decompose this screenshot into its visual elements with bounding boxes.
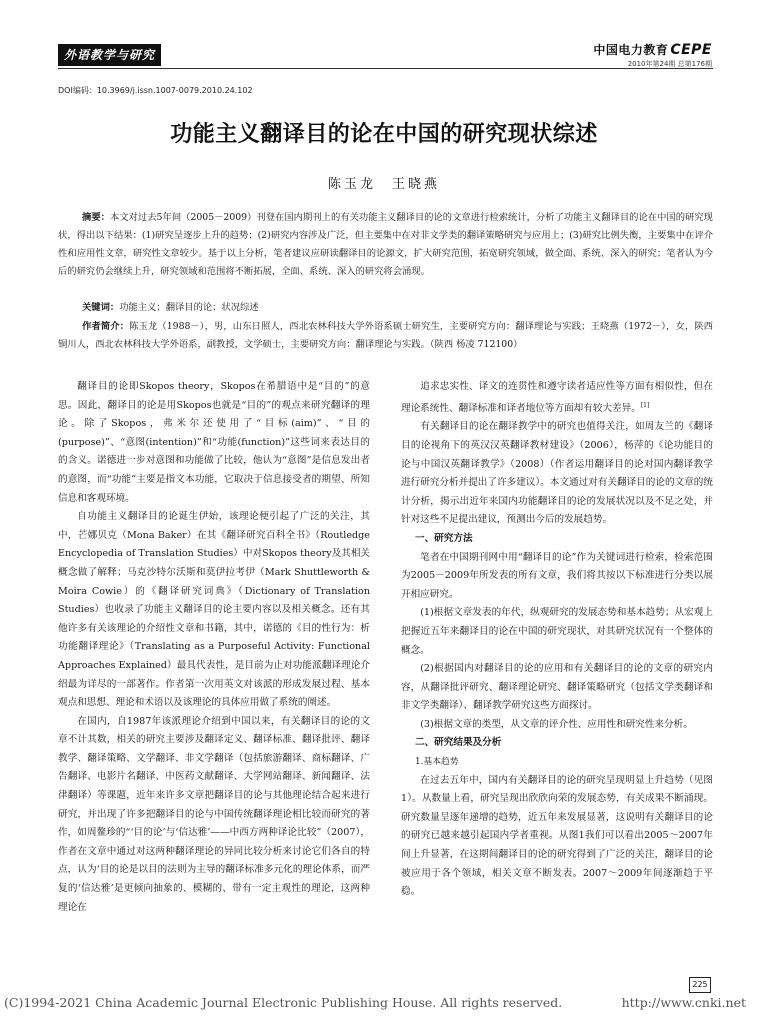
column-name-banner: 外语教学与研究 (58, 44, 161, 66)
author-bio-label: 作者简介： (82, 321, 130, 332)
page-number: 225 (689, 977, 711, 993)
body-paragraph: 在过去五年中，国内有关翻译目的论的研究呈现明显上升趋势（见图1）。从数量上看，研究呈现出欣欣向荣的发展态势，有关成果不断涌现。研究数量呈逐年递增的趋势，近五年来发展显著，这说明有关翻译目的论的研究已越来越引起国内学者重视。从图1我们可以看出2005～2007年间上升显著，在这期间翻译目的论的研究得到了广泛的关注，翻译目的论被应用于各个领域，相关文章不断发表。2007～2009年间逐渐趋于平稳。 (401, 774, 713, 898)
section-heading-methods: 一、研究方法 (415, 532, 473, 544)
journal-header (593, 41, 712, 69)
body-paragraph: 有关翻译目的论在翻译教学中的研究也值得关注，如周友兰的《翻译目的论视角下的英汉汉英翻译教材建设》（2006），杨萍的《论功能目的论与中国汉英翻译教学》（2008）（作者运用翻译目的论对国内翻译教学进行研究分析并提出了许多建议）。本文通过对有关翻译目的论的文章的统计分析，揭示出近年来国内功能翻译目的论的发展状况以及不足之处，并针对这些不足提出建议，预测出今后的发展趋势。 (401, 421, 713, 526)
body-left-column (58, 378, 370, 917)
citation-ref: [1] (640, 401, 650, 409)
body-paragraph: (2)根据国内对翻译目的论的应用和有关翻译目的论的文章的研究内容，从翻译批评研究、翻译理论研究、翻译策略研究（包括文学类翻译和非文学类翻译）、翻译教学研究这些方面探讨。 (401, 663, 713, 712)
journal-code: CEPE (670, 42, 712, 58)
abstract (58, 209, 713, 281)
body-right-column (401, 378, 713, 902)
journal-name (593, 41, 712, 58)
body-paragraph-text: 追求忠实性、译文的连贯性和遵守读者适应性等方面有相似性，但在理论系统性、翻译标准和译者地位等方面却有较大差异。 (401, 381, 713, 414)
section-heading-results: 二、研究结果及分析 (415, 737, 502, 749)
abstract-text: 本文对过去5年间（2005－2009）刊登在国内期刊上的有关功能主义翻译目的论的文章进行检索统计，分析了功能主义翻译目的论在中国的研究现状，得出以下结果：(1)研究呈逐步上升的趋势；(2)研究内容涉及广泛，但主要集中在对非文学类的翻译策略研究与应用上；(3)研究比例失衡，主要集中在评介性和应用性文章，研究性文章较少。基于以上分析，笔者建议应研读翻译目的论源文，扩大研究范围，拓宽研究领域，做全面、系统、深入的研究；笔者认为今后的研究仍会继续上升，研究领域和范围将不断拓展，全面、系统、深入的研究将会涌现。 (58, 212, 713, 277)
subsection-heading-trend: 1.基本趋势 (415, 757, 459, 768)
body-paragraph-cont (401, 378, 713, 418)
keywords-label: 关键词： (82, 302, 120, 313)
issue-info: 2010年第24期 总第176期 (627, 60, 712, 68)
body-paragraph: 在国内，自1987年该派理论介绍到中国以来，有关翻译目的论的文章不计其数，相关的研究主要涉及翻译定义、翻译标准、翻译批评、翻译教学、翻译策略、文学翻译、非文学翻译（包括旅游翻译、商标翻译、广告翻译、电影片名翻译、中医药文献翻译、大学网站翻译、新闻翻译、法律翻译）等课题，近年来许多文章把翻译目的论与其他理论结合起来进行研究，并出现了许多把翻译目的论与中国传统翻译理论相比较而研究的著作，如周鳌珍的“‘目的论’与‘信达雅’——中西方两种译论比较”（2007），作者在文章中通过对这两种翻译理论的异同比较分析来讨论它们各自的特点，认为‘目的论是以目的法则为主导的翻译标准多元化的理论体系，而严复的‘信达雅’是更倾向抽象的、模糊的、带有一定主观性的理论，这两种理论在 (58, 715, 370, 913)
footer (4, 995, 746, 1010)
article-authors: 陈玉龙 王晓燕 (327, 177, 440, 192)
body-paragraph: 笔者在中国期刊网中用“翻译目的论”作为关键词进行检索，检索范围为2005－2009年所发表的所有文章，我们将其按以下标准进行分类以展开相应研究。 (401, 551, 713, 600)
body-paragraph: 翻译目的论即Skopos theory，Skopos在希腊语中是“目的”的意思。因此，翻译目的论是用Skopos也就是“目的”的观点来研究翻译的理论。除了Skopos，弗米尔还使用了“目标(aim)”、“目的(purpose)”、“意图(intention)”和“功能(function)”这些词来表达目的的含义。诺德进一步对意图和功能做了比较，他认为“意图”是信息发出者的意图，而“功能”主要是指文本功能，它取决于信息接受者的期望、所知信息和客观环境。 (58, 381, 370, 504)
doi-line: DOI编码：10.3969/j.issn.1007-0079.2010.24.102 (58, 86, 253, 95)
body-paragraph: 自功能主义翻译目的论诞生伊始，该理论便引起了广泛的关注，其中，芒娜贝克（Mona Baker）在其《翻译研究百科全书》（Routledge Encyclopedia of Translation Studies）中对Skopos theory及其相关概念做了解释；马克沙特尔沃斯和莫伊拉考伊（Mark Shuttleworth & Moira Cowie）的《翻译研究词典》（Dictionary of Translation Studies）也收录了功能主义翻译目的论主要内容以及相关概念。还有其他许多有关该理论的介绍性文章和书籍，其中，诺德的《目的性行为：析功能翻译理论》（Translating as a Purposeful Activity: Functional Approaches Explained）最具代表性，是目前为止对功能派翻译理论介绍最为详尽的一部著作。作者第一次用英文对该派的形成发展过程、基本观点和思想、理论和术语以及该理论的具体应用做了系统的阐述。 (58, 511, 371, 709)
article-title: 功能主义翻译目的论在中国的研究现状综述 (170, 122, 598, 147)
keywords-text: 功能主义；翻译目的论；状况综述 (119, 302, 259, 313)
author-bio (58, 318, 713, 354)
cnki-link[interactable]: http://www.cnki.net (621, 995, 746, 1010)
copyright-text: (C)1994-2021 China Academic Journal Electronic Publishing House. All rights reserved. (4, 995, 563, 1010)
abstract-label: 摘要： (82, 212, 110, 223)
author-bio-text: 陈玉龙（1988－），男，山东日照人，西北农林科技大学外语系硕士研究生，主要研究方向：翻译理论与实践；王晓燕（1972－），女，陕西铜川人，西北农林科技大学外语系，副教授，文学硕士，主要研究方向：翻译理论与实践。（陕西 杨凌 712100） (58, 321, 713, 350)
body-paragraph: (1)根据文章发表的年代，纵观研究的发展态势和基本趋势；从宏观上把握近五年来翻译目的论在中国的研究现状，对其研究状况有一个整体的概念。 (401, 607, 713, 656)
journal-name-text: 中国电力教育 (593, 43, 669, 57)
body-paragraph: (3)根据文章的类型，从文章的评介性、应用性和研究性来分析。 (420, 718, 693, 730)
keywords (58, 299, 713, 317)
